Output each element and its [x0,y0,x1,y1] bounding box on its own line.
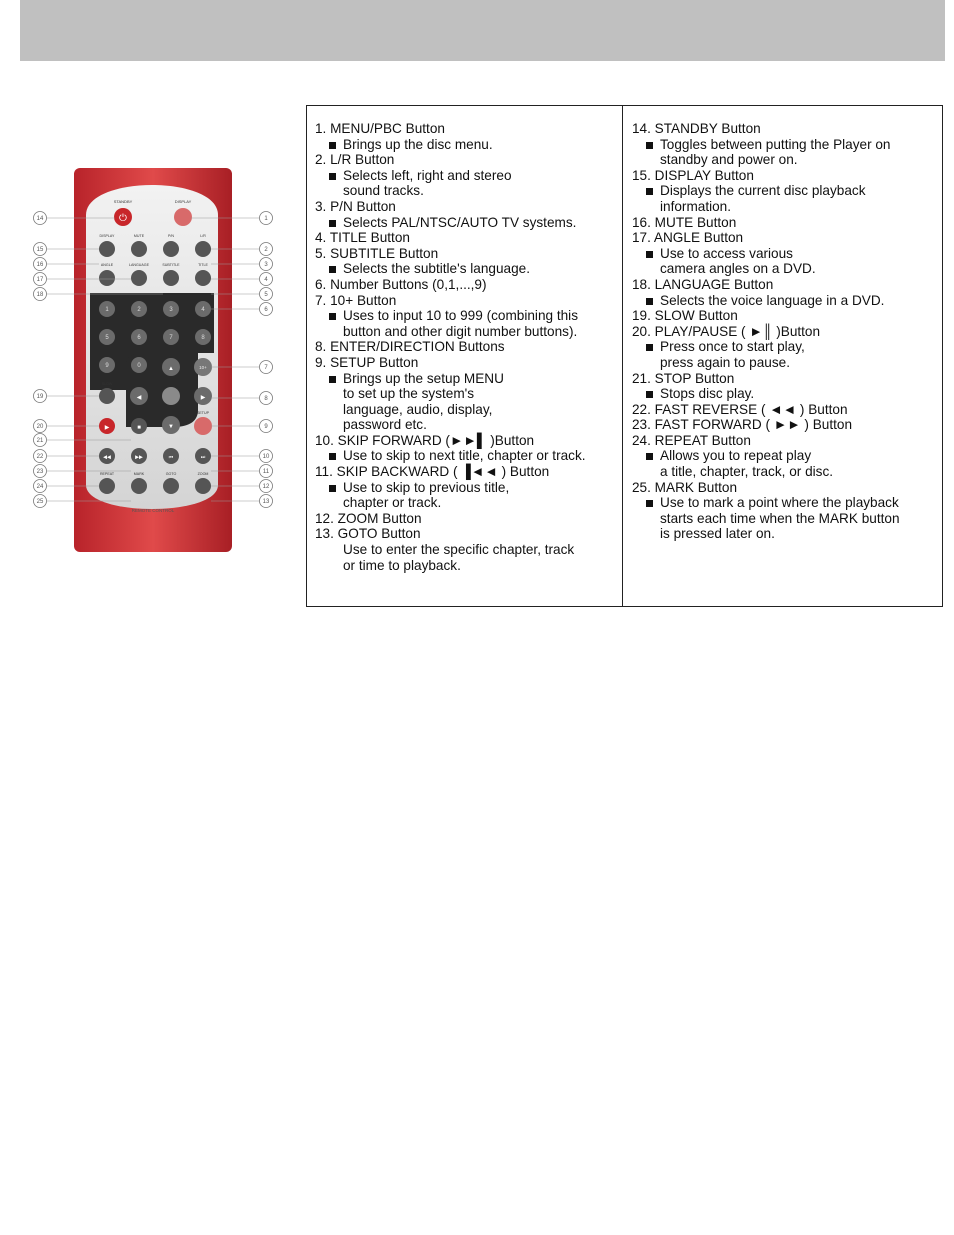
digit-label: 4 [201,307,205,313]
description-line: Use to mark a point where the playback [660,495,899,511]
item-title: 8. ENTER/DIRECTION Buttons [315,339,505,355]
function-button[interactable] [99,270,115,286]
left-arrow-icon: ◀ [136,395,142,401]
left-column [315,121,620,573]
description-line: Displays the current disc playback [660,183,866,199]
item-description [632,448,937,479]
transport-icon: ◀◀ [103,454,111,461]
transport-icon: ▶▶ [135,454,143,461]
callout-number: 2 [264,247,268,254]
item-title: 1. MENU/PBC Button [315,121,445,136]
function-button[interactable] [195,270,211,286]
item-title: 14. STANDBY Button [632,121,761,136]
digit-label: 1 [105,307,109,313]
button-label: ZOOM [197,472,209,476]
item-title: 6. Number Buttons (0,1,...,9) [315,276,487,292]
description-line: Selects left, right and stereo [343,167,512,183]
item-title: 19. SLOW Button [632,308,738,324]
item-description [315,448,620,464]
description-line: Use to skip to previous title, [343,479,510,495]
digit-label: 0 [137,363,141,369]
callout-number: 16 [36,262,44,269]
item-title: 4. TITLE Button [315,230,410,246]
description-line: button and other digit number buttons). [343,323,578,339]
description-line: press again to pause. [660,354,790,370]
button-label: LANGUAGE [129,263,149,267]
item-description [315,137,620,153]
description-line: Press once to start play, [660,339,805,355]
description-line: Selects the subtitle's language. [343,261,530,277]
item-description [632,246,937,277]
item-title: 5. SUBTITLE Button [315,245,439,261]
digit-label: 8 [201,335,205,341]
button-label: P/N [168,234,174,238]
button-label: 10+ [199,365,207,370]
item-description [632,495,937,542]
callout-number: 13 [262,499,270,506]
item-title: 17. ANGLE Button [632,230,744,246]
item-description [315,168,620,199]
button-label: MUTE [133,234,145,238]
digit-label: 5 [105,335,109,341]
setup-button[interactable] [194,417,212,435]
item-description [632,293,937,309]
callout-number: 24 [36,484,44,491]
brand-text: REMOTE CONTROL [131,508,175,513]
item-description [315,371,620,433]
description-line: Selects PAL/NTSC/AUTO TV systems. [343,214,577,230]
item-title: 20. PLAY/PAUSE ( ►║ )Button [632,323,821,339]
description-line: Allows you to repeat play [660,448,812,464]
description-line: Use to enter the specific chapter, track [343,542,575,558]
bottom-button[interactable] [131,478,147,494]
item-description [315,261,620,277]
enter-button[interactable] [162,387,180,405]
stop-icon: ■ [137,425,141,431]
callout-number: 15 [36,247,44,254]
item-description [632,339,937,370]
description-line: Uses to input 10 to 999 (combining this [343,308,579,324]
digit-label: 9 [105,363,109,369]
callout-number: 7 [264,365,268,372]
function-button[interactable] [163,270,179,286]
function-button[interactable] [195,241,211,257]
button-label: SLOW [101,382,113,386]
description-line: standby and power on. [660,152,798,168]
button-label: SUBTITLE [162,263,180,267]
digit-label: 7 [169,335,173,341]
item-title: 3. P/N Button [315,198,396,214]
item-title: 9. SETUP Button [315,354,419,370]
callout-number: 9 [264,424,268,431]
item-title: 13. GOTO Button [315,526,421,542]
item-description [315,480,620,511]
callout-number: 6 [264,307,268,314]
callout-number: 19 [36,394,44,401]
description-line: Stops disc play. [660,386,755,402]
description-line: Toggles between putting the Player on [660,136,891,152]
callout-number: 3 [264,262,268,269]
button-label: STANDBY [113,199,133,204]
callout-number: 20 [36,424,44,431]
callout-number: 12 [262,484,270,491]
function-button[interactable] [99,241,115,257]
bottom-button[interactable] [163,478,179,494]
power-icon: ⏻ [119,213,127,224]
description-line: chapter or track. [343,495,442,511]
item-description [315,215,620,231]
item-description [632,137,937,168]
item-title: 23. FAST FORWARD ( ►► ) Button [632,417,853,433]
description-line: is pressed later on. [660,526,775,542]
button-label: MARK [133,472,145,476]
item-title: 21. STOP Button [632,370,735,386]
remote-control-illustration [28,165,278,560]
item-description [632,183,937,214]
callout-number: 21 [36,438,44,445]
digit-label: 6 [137,335,141,341]
item-title: 22. FAST REVERSE ( ◄◄ ) Button [632,401,848,417]
item-title: 15. DISPLAY Button [632,167,754,183]
item-description [315,542,620,573]
digit-label: 3 [169,307,173,313]
callout-number: 5 [264,292,268,299]
function-button[interactable] [131,241,147,257]
function-button[interactable] [131,270,147,286]
callout-number: 8 [264,396,268,403]
item-title: 10. SKIP FORWARD (►►▌ )Button [315,432,535,448]
callout-number: 4 [264,277,268,284]
function-button[interactable] [163,241,179,257]
button-label: SETUP [197,411,209,415]
callout-number: 18 [36,292,44,299]
description-line: password etc. [343,417,427,433]
item-description [632,386,937,402]
slow-button[interactable] [99,388,115,404]
item-title: 24. REPEAT Button [632,432,751,448]
description-line: Selects the voice language in a DVD. [660,292,885,308]
transport-icon: ⏮ [168,454,174,461]
description-line: sound tracks. [343,183,424,199]
description-line: camera angles on a DVD. [660,261,816,277]
bottom-button[interactable] [195,478,211,494]
callout-number: 10 [262,454,270,461]
button-label: DISPLAY [99,234,115,238]
button-label: ANGLE [100,263,114,267]
bottom-button[interactable] [99,478,115,494]
description-line: information. [660,198,732,214]
right-column [632,121,937,542]
display-top-button[interactable] [174,208,192,226]
description-line: starts each time when the MARK button [660,510,900,526]
button-label: L/R [200,234,206,238]
header-bar [20,0,945,61]
remote-svg [28,165,278,560]
description-line: a title, chapter, track, or disc. [660,464,834,480]
item-title: 16. MUTE Button [632,214,737,230]
description-line: Brings up the disc menu. [343,136,493,152]
callout-number: 14 [36,216,44,223]
item-title: 2. L/R Button [315,152,395,168]
up-arrow-icon: ▲ [168,366,174,372]
description-line: language, audio, display, [343,401,493,417]
item-title: 18. LANGUAGE Button [632,276,774,292]
description-line: or time to playback. [343,557,461,573]
callout-number: 23 [36,469,44,476]
callout-number: 1 [264,216,268,223]
description-line: Use to skip to next title, chapter or track. [343,448,586,464]
description-line: Use to access various [660,245,793,261]
callout-number: 25 [36,499,44,506]
item-description [315,308,620,339]
callout-number: 11 [262,469,270,476]
button-label: DISPLAY [174,199,192,204]
down-arrow-icon: ▼ [168,424,174,430]
right-arrow-icon: ▶ [200,395,206,401]
item-title: 25. MARK Button [632,479,738,495]
button-description-table [306,105,943,607]
button-label: REPEAT [99,472,115,476]
callout-number: 17 [36,277,44,284]
button-label: GOTO [165,472,177,476]
transport-icon: ⏭ [200,454,206,461]
play-icon: ▶ [104,425,110,431]
description-line: to set up the system's [343,386,475,402]
digit-label: 2 [137,307,141,313]
button-label: TITLE [198,263,208,267]
column-divider [622,106,623,606]
description-line: Brings up the setup MENU [343,370,504,386]
item-title: 11. SKIP BACKWARD ( ▐◄◄ ) Button [315,464,550,480]
item-title: 12. ZOOM Button [315,510,422,526]
item-title: 7. 10+ Button [315,292,397,308]
callout-number: 22 [36,454,44,461]
